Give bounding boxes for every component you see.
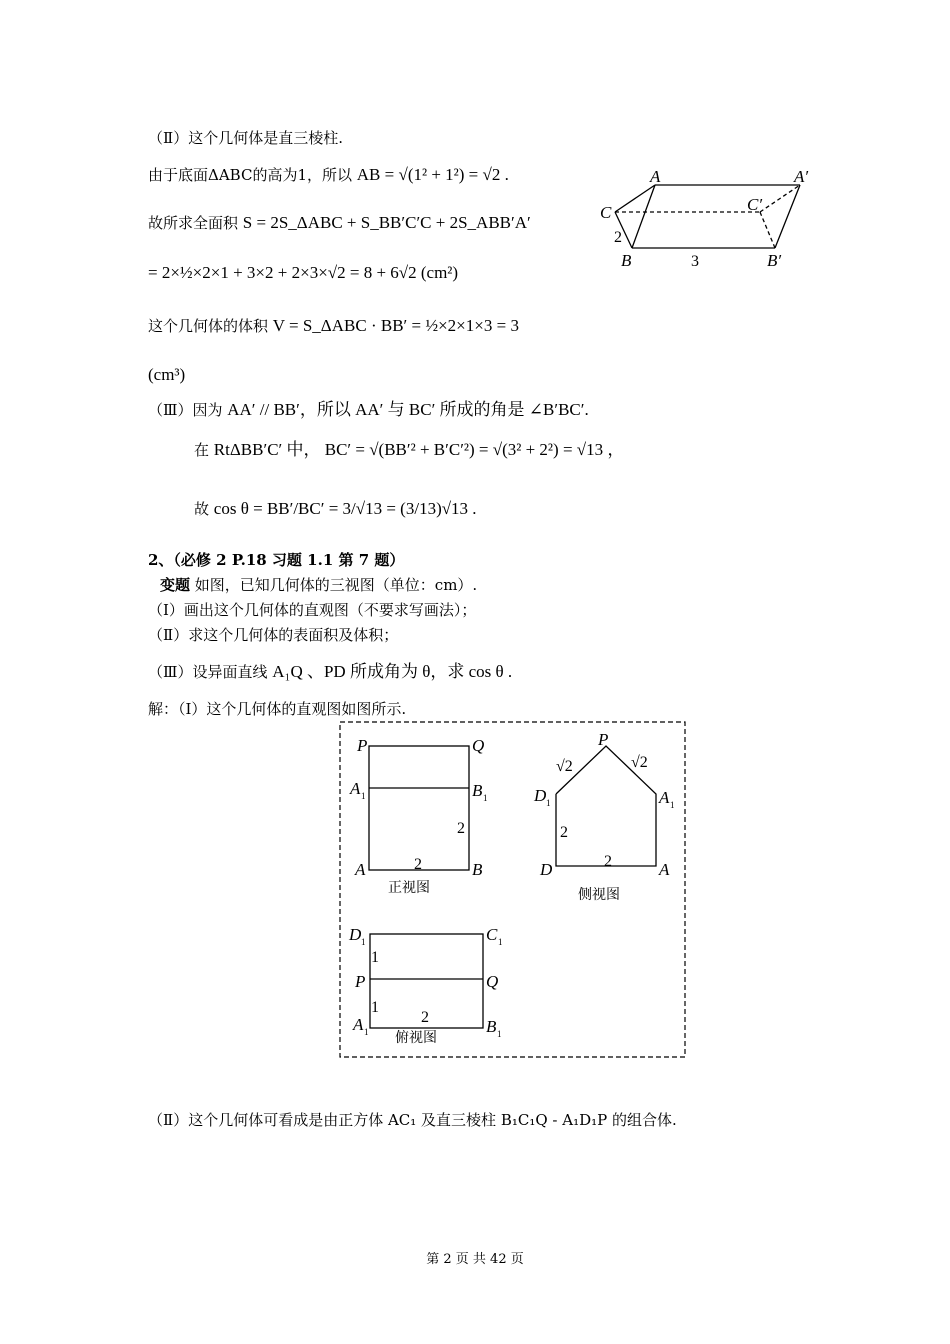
side-dim-bottom: 2 bbox=[604, 853, 612, 870]
area-line bbox=[148, 212, 531, 234]
part3-line3-formula: cos θ = BB′/BC′ = 3/√13 = (3/13)√13 . bbox=[213, 499, 477, 518]
part3-line1-formula: AA′ // BB′，所以 AA′ 与 BC′ 所成的角是 ∠B′BC′. bbox=[227, 400, 589, 419]
area-prefix: 故所求全面积 bbox=[148, 214, 239, 232]
prism-label-a-prime: A′ bbox=[794, 167, 809, 186]
side-label-a1-sub: 1 bbox=[670, 800, 675, 810]
top-label-d1: D bbox=[349, 925, 362, 944]
top-label-c1-sub: 1 bbox=[498, 937, 503, 947]
prism-length-2: 2 bbox=[614, 229, 622, 246]
top-caption: 俯视图 bbox=[395, 1030, 437, 1046]
top-dim-1a: 1 bbox=[371, 949, 379, 966]
three-views-figure bbox=[338, 720, 688, 1060]
height-line bbox=[148, 164, 509, 186]
front-label-b1: B bbox=[472, 781, 483, 800]
side-view bbox=[533, 730, 675, 903]
prism-label-b-prime: B′ bbox=[767, 251, 782, 270]
prism-label-a: A bbox=[650, 167, 661, 186]
top-dim-bottom: 2 bbox=[421, 1009, 429, 1026]
area-calc: = 2×½×2×1 + 3×2 + 2×3×√2 = 8 + 6√2 (cm²) bbox=[148, 263, 459, 282]
front-view bbox=[349, 736, 488, 896]
top-label-a1-sub: 1 bbox=[364, 1027, 369, 1037]
question-3 bbox=[148, 661, 512, 683]
front-caption: 正视图 bbox=[388, 880, 430, 896]
prism-figure bbox=[595, 160, 820, 275]
problem2-part2: （Ⅱ）这个几何体可看成是由正方体 AC₁ 及直三棱柱 B₁C₁Q - A₁D₁P 的组合体. bbox=[148, 1111, 677, 1129]
part3-line1-prefix: （Ⅲ）因为 bbox=[148, 401, 223, 419]
top-label-d1-sub: 1 bbox=[361, 937, 366, 947]
top-dim-1b: 1 bbox=[371, 999, 379, 1016]
part3-line2 bbox=[194, 439, 624, 461]
top-label-q: Q bbox=[486, 972, 499, 991]
solution-line: 解：（Ⅰ）这个几何体的直观图如图所示. bbox=[148, 700, 407, 718]
question-3-formula: A₁Q 、PD 所成角为 θ，求 cos θ . bbox=[272, 662, 513, 681]
prism-length-3: 3 bbox=[691, 253, 699, 270]
volume-unit: (cm³) bbox=[148, 365, 186, 384]
side-sqrt-right: √2 bbox=[631, 754, 648, 771]
front-dim-side: 2 bbox=[457, 820, 465, 837]
part3-line3-prefix: 故 bbox=[194, 500, 210, 518]
prism-label-b: B bbox=[621, 251, 632, 270]
prism-label-c-prime: C′ bbox=[747, 195, 763, 214]
front-label-a1: A bbox=[350, 779, 361, 798]
front-label-b: B bbox=[472, 860, 483, 879]
variant-line bbox=[160, 574, 477, 596]
top-view bbox=[348, 925, 503, 1046]
part3-line3 bbox=[194, 498, 477, 520]
part3-line2-formula: RtΔBB′C′ 中， BC′ = √(BB′² + B′C′²) = √(3² + 2²) = √13 ， bbox=[213, 440, 625, 459]
side-dim-side: 2 bbox=[560, 824, 568, 841]
side-label-d1: D bbox=[534, 786, 547, 805]
side-label-a: A bbox=[659, 860, 670, 879]
question-1: （Ⅰ）画出这个几何体的直观图（不要求写画法）； bbox=[148, 601, 477, 619]
volume-prefix: 这个几何体的体积 bbox=[148, 317, 269, 335]
side-sqrt-right-value: 2 bbox=[639, 754, 648, 771]
front-label-a1-sub: 1 bbox=[361, 791, 366, 801]
prism-label-c: C bbox=[600, 203, 612, 222]
part3-line1 bbox=[148, 399, 589, 421]
side-label-p: P bbox=[598, 730, 609, 749]
front-dim-bottom: 2 bbox=[414, 856, 422, 873]
top-label-b1-sub: 1 bbox=[497, 1029, 502, 1039]
top-label-a1: A bbox=[353, 1015, 364, 1034]
side-caption: 侧视图 bbox=[578, 887, 620, 903]
problem2-title: 2、（必修 2 P.18 习题 1.1 第 7 题） bbox=[148, 551, 405, 569]
volume-formula: V = S_ΔABC · BB′ = ½×2×1×3 = 3 bbox=[272, 316, 519, 335]
ab-formula: AB = √(1² + 1²) = √2 . bbox=[356, 165, 509, 184]
page-footer: 第 2 页 共 42 页 bbox=[426, 1252, 524, 1267]
side-sqrt-left-value: 2 bbox=[564, 758, 573, 775]
side-label-a1: A bbox=[659, 788, 670, 807]
side-sqrt-left: √2 bbox=[556, 758, 573, 775]
side-label-d: D bbox=[540, 860, 553, 879]
height-prefix: 由于底面ΔABC的高为1，所以 bbox=[148, 166, 352, 184]
side-label-d1-sub: 1 bbox=[546, 798, 551, 808]
top-label-p: P bbox=[355, 972, 366, 991]
front-label-a: A bbox=[355, 860, 366, 879]
question-3-prefix: （Ⅲ）设异面直线 bbox=[148, 663, 268, 681]
front-label-b1-sub: 1 bbox=[483, 793, 488, 803]
front-label-q: Q bbox=[472, 736, 485, 755]
volume-line bbox=[148, 315, 519, 337]
part3-line2-prefix: 在 bbox=[194, 441, 210, 459]
question-2: （Ⅱ）求这个几何体的表面积及体积； bbox=[148, 626, 399, 644]
area-formula: S = 2S_ΔABC + S_BB′C′C + 2S_ABB′A′ bbox=[242, 213, 531, 232]
variant-label: 变题 bbox=[160, 576, 191, 594]
part2-heading: （Ⅱ）这个几何体是直三棱柱. bbox=[148, 129, 343, 147]
front-label-p: P bbox=[357, 736, 368, 755]
top-label-c1: C bbox=[486, 925, 498, 944]
variant-text: 如图，已知几何体的三视图（单位：cm）. bbox=[194, 576, 478, 594]
top-label-b1: B bbox=[486, 1017, 497, 1036]
